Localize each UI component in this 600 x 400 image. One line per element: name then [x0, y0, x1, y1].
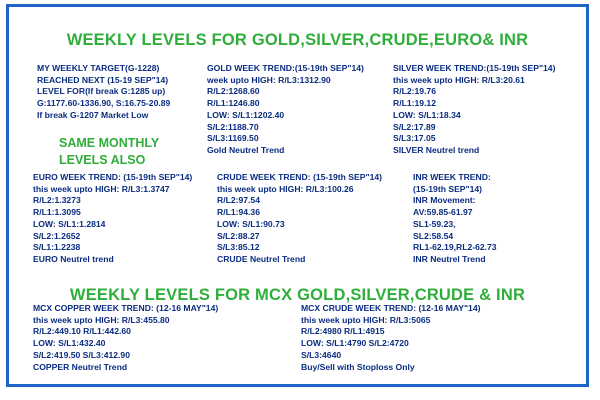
- crude-trend-block: [217, 172, 382, 266]
- euro-trend-line: this week upto HIGH: R/L3:1.3747: [33, 183, 170, 194]
- inr-trend-line: INR Movement:: [413, 195, 476, 206]
- silver-trend-line: LOW: S/L1:18.34: [393, 109, 461, 120]
- mcx-copper-block: [33, 303, 218, 373]
- mcx-levels-title: WEEKLY LEVELS FOR MCX GOLD,SILVER,CRUDE & INR: [69, 286, 526, 304]
- silver-trend-line: SILVER WEEK TREND:(15-19th SEP"14): [393, 63, 556, 73]
- weekly-target-block: [37, 63, 170, 122]
- euro-trend-line: S/L1:1.2238: [33, 242, 81, 253]
- gold-trend-line: LOW: S/L1:1202.40: [207, 109, 285, 120]
- gold-trend-line: Gold Neutrel Trend: [207, 144, 285, 155]
- target-line: REACHED NEXT (15-19 SEP"14): [37, 74, 169, 85]
- mcx-crude-line: Buy/Sell with Stoploss Only: [301, 361, 415, 372]
- inr-trend-line: SL2:58.54: [413, 230, 454, 241]
- euro-trend-line: R/L2:1.3273: [33, 195, 81, 206]
- target-line: MY WEEKLY TARGET(G-1228): [37, 63, 160, 73]
- mcx-copper-line: R/L2:449.10 R/L1:442.60: [33, 326, 131, 337]
- silver-trend-line: S/L2:17.89: [393, 121, 436, 132]
- mcx-copper-line: LOW: S/L1:432.40: [33, 338, 106, 349]
- monthly-note-line: SAME MONTHLY: [59, 136, 160, 150]
- mcx-crude-line: R/L2:4980 R/L1:4915: [301, 326, 385, 337]
- target-line: G:1177.60-1336.90, S:16.75-20.89: [37, 98, 171, 109]
- mcx-crude-line: MCX CRUDE WEEK TREND: (12-16 MAY"14): [301, 303, 481, 313]
- crude-trend-line: S/L3:85.12: [217, 242, 260, 253]
- target-line: If break G-1207 Market Low: [37, 109, 149, 120]
- silver-trend-block: [393, 63, 555, 157]
- euro-trend-line: LOW: S/L1:1.2814: [33, 218, 106, 229]
- euro-trend-line: EURO WEEK TREND: (15-19th SEP"14): [33, 172, 193, 182]
- inr-trend-line: RL1-62.19,RL2-62.73: [413, 242, 497, 253]
- euro-trend-line: S/L2:1.2652: [33, 230, 81, 241]
- mcx-crude-line: S/L3:4640: [301, 349, 342, 360]
- mcx-crude-line: this week upto HIGH: R/L3:5065: [301, 314, 431, 325]
- crude-trend-line: R/L2:97.54: [217, 195, 260, 206]
- inr-trend-line: AV:59.85-61.97: [413, 207, 473, 218]
- inr-trend-block: [413, 172, 497, 266]
- euro-trend-line: EURO Neutrel trend: [33, 253, 114, 264]
- inr-trend-line: INR WEEK TREND:: [413, 172, 491, 182]
- gold-trend-line: week upto HIGH: R/L3:1312.90: [207, 74, 331, 85]
- gold-trend-line: R/L2:1268.60: [207, 86, 260, 97]
- inr-trend-line: SL1-59.23,: [413, 218, 456, 229]
- silver-trend-line: R/L2:19.76: [393, 86, 436, 97]
- silver-trend-line: R/L1:19.12: [393, 98, 436, 109]
- levels-panel: [6, 4, 589, 387]
- mcx-copper-line: this week upto HIGH: R/L3:455.80: [33, 314, 170, 325]
- gold-trend-block: [207, 63, 364, 157]
- gold-trend-line: GOLD WEEK TREND:(15-19th SEP"14): [207, 63, 364, 73]
- monthly-levels-note: [59, 135, 159, 169]
- gold-trend-line: R/L1:1246.80: [207, 98, 260, 109]
- mcx-copper-line: COPPER Neutrel Trend: [33, 361, 128, 372]
- crude-trend-line: LOW: S/L1:90.73: [217, 218, 285, 229]
- mcx-crude-line: LOW: S/L1:4790 S/L2:4720: [301, 338, 409, 349]
- crude-trend-line: CRUDE WEEK TREND: (15-19th SEP"14): [217, 172, 382, 182]
- target-line: LEVEL FOR(If break G:1285 up): [37, 86, 166, 97]
- gold-trend-line: S/L3:1169.50: [207, 133, 259, 144]
- silver-trend-line: S/L3:17.05: [393, 133, 436, 144]
- silver-trend-line: SILVER Neutrel trend: [393, 144, 480, 155]
- weekly-levels-title: WEEKLY LEVELS FOR GOLD,SILVER,CRUDE,EURO& INR: [66, 31, 529, 49]
- inr-trend-line: (15-19th SEP"14): [413, 183, 483, 194]
- inr-trend-line: INR Neutrel Trend: [413, 253, 486, 264]
- crude-trend-line: R/L1:94.36: [217, 207, 260, 218]
- euro-trend-block: [33, 172, 192, 266]
- silver-trend-line: this week upto HIGH: R/L3:20.61: [393, 74, 525, 85]
- mcx-crude-block: [301, 303, 480, 373]
- monthly-note-line: LEVELS ALSO: [59, 153, 146, 167]
- mcx-copper-line: MCX COPPER WEEK TREND: (12-16 MAY"14): [33, 303, 219, 313]
- euro-trend-line: R/L1:1.3095: [33, 207, 81, 218]
- mcx-copper-line: S/L2:419.50 S/L3:412.90: [33, 349, 130, 360]
- crude-trend-line: CRUDE Neutrel Trend: [217, 253, 306, 264]
- crude-trend-line: this week upto HIGH: R/L3:100.26: [217, 183, 354, 194]
- gold-trend-line: S/L2:1188.70: [207, 121, 259, 132]
- crude-trend-line: S/L2:88.27: [217, 230, 260, 241]
